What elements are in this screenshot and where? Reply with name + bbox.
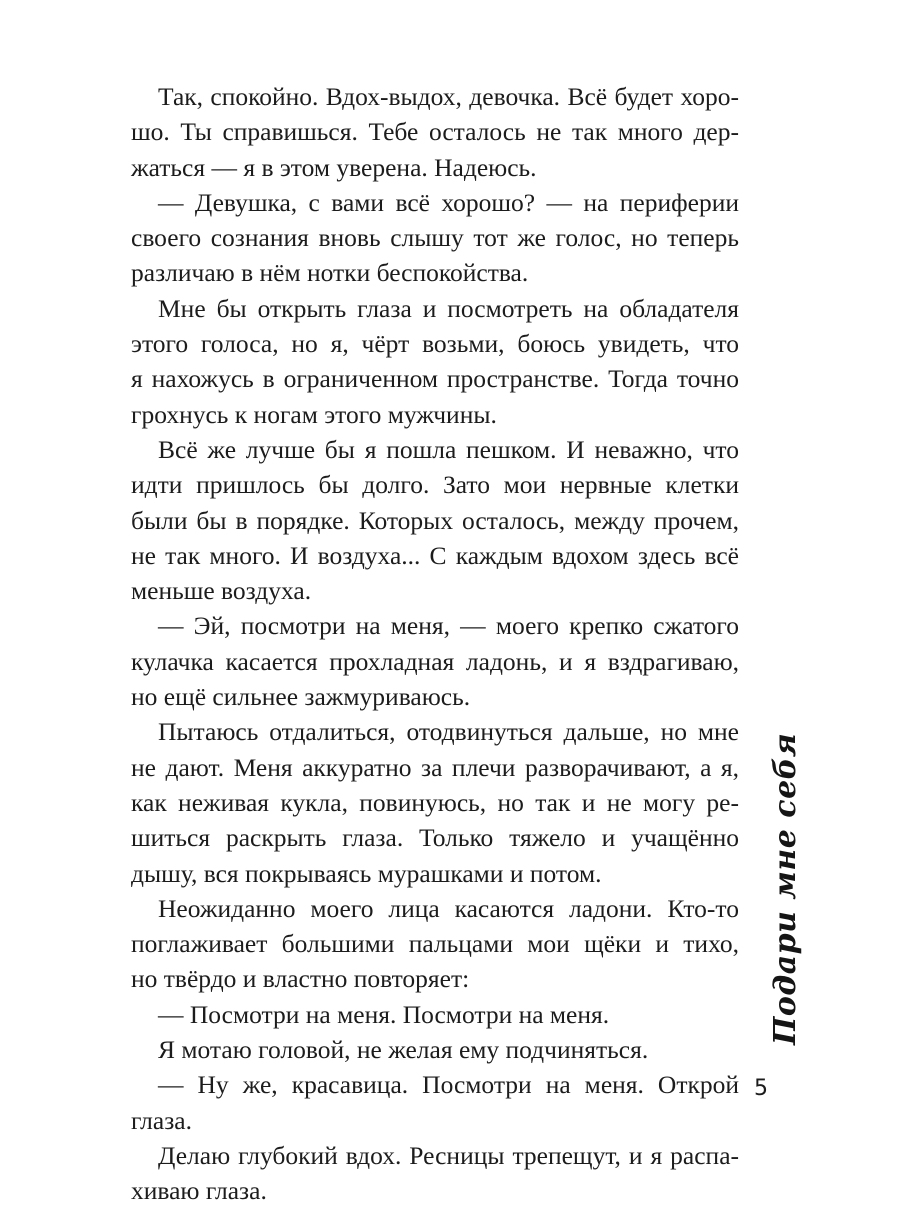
text-line: не дают. Меня аккуратно за плечи разворачивают, а я, [131,752,739,782]
text-line: Мне бы открыть глаза и посмотреть на обладателя [158,293,739,323]
paragraph [131,891,739,997]
text-line: грохнусь к ногам этого мужчины. [131,399,497,429]
text-line: шо. Ты справишься. Тебе осталось не так много дер- [131,117,739,147]
text-line: были бы в порядке. Которых осталось, между прочем, [131,505,739,535]
page-number: 5 [754,1076,768,1101]
text-line: этого голоса, но я, чёрт возьми, боюсь увидеть, что [131,329,739,359]
text-line: хиваю глаза. [131,1176,267,1206]
text-line: но ещё сильнее зажмуриваюсь. [131,682,471,712]
text-line: поглаживает большими пальцами мои щёки и тихо, [131,929,739,959]
text-line: — Эй, посмотри на меня, — моего крепко сжатого [158,611,739,641]
text-line: Неожиданно моего лица касаются ладони. Кто-то [158,893,739,923]
paragraph [131,291,739,432]
text-line: Пытаюсь отдалиться, отодвинуться дальше, но мне [158,717,739,747]
text-line: — Посмотри на меня. Посмотри на меня. [158,999,610,1029]
text-line: Делаю глубокий вдох. Ресницы трепещут, и я распа- [158,1140,739,1170]
text-line: но твёрдо и властно повторяет: [131,964,470,994]
text-line: не так много. И воздуха... С каждым вдохом здесь всё [131,540,739,570]
running-book-title: Подари мне себя [768,732,803,1045]
text-line: кулачка касается прохладная ладонь, и я вздрагиваю, [131,646,739,676]
text-line: — Ну же, красавица. Посмотри на меня. Открой [158,1070,739,1100]
text-line: я нахожусь в ограниченном пространстве. Тогда точно [131,364,739,394]
text-line: — Девушка, с вами всё хорошо? — на периферии [158,187,739,217]
text-line: Всё же лучше бы я пошла пешком. И неважно, что [158,434,739,464]
text-line: шиться раскрыть глаза. Только тяжело и учащённо [131,823,739,853]
body-text [131,79,739,1209]
paragraph [131,1067,739,1138]
paragraph [131,608,739,714]
text-line: меньше воздуха. [131,576,312,606]
text-line: Так, спокойно. Вдох-выдох, девочка. Всё будет хоро- [158,82,739,111]
text-line: Я мотаю головой, не желая ему подчиняться. [158,1035,649,1065]
paragraph [131,185,739,291]
text-line: идти пришлось бы долго. Зато мои нервные клетки [131,470,739,500]
paragraph [131,1032,739,1067]
text-line: различаю в нём нотки беспокойства. [131,258,529,288]
paragraph [131,432,739,608]
text-line: глаза. [131,1105,192,1135]
text-line: как неживая кукла, повинуюсь, но так и не могу ре- [131,787,739,817]
paragraph [131,997,739,1032]
text-line: дышу, вся покрываясь мурашками и потом. [131,858,602,888]
paragraph [131,714,739,890]
paragraph [131,1138,739,1209]
text-line: своего сознания вновь слышу тот же голос, но теперь [131,223,739,253]
text-line: жаться — я в этом уверена. Надеюсь. [131,152,537,182]
paragraph [131,79,739,185]
